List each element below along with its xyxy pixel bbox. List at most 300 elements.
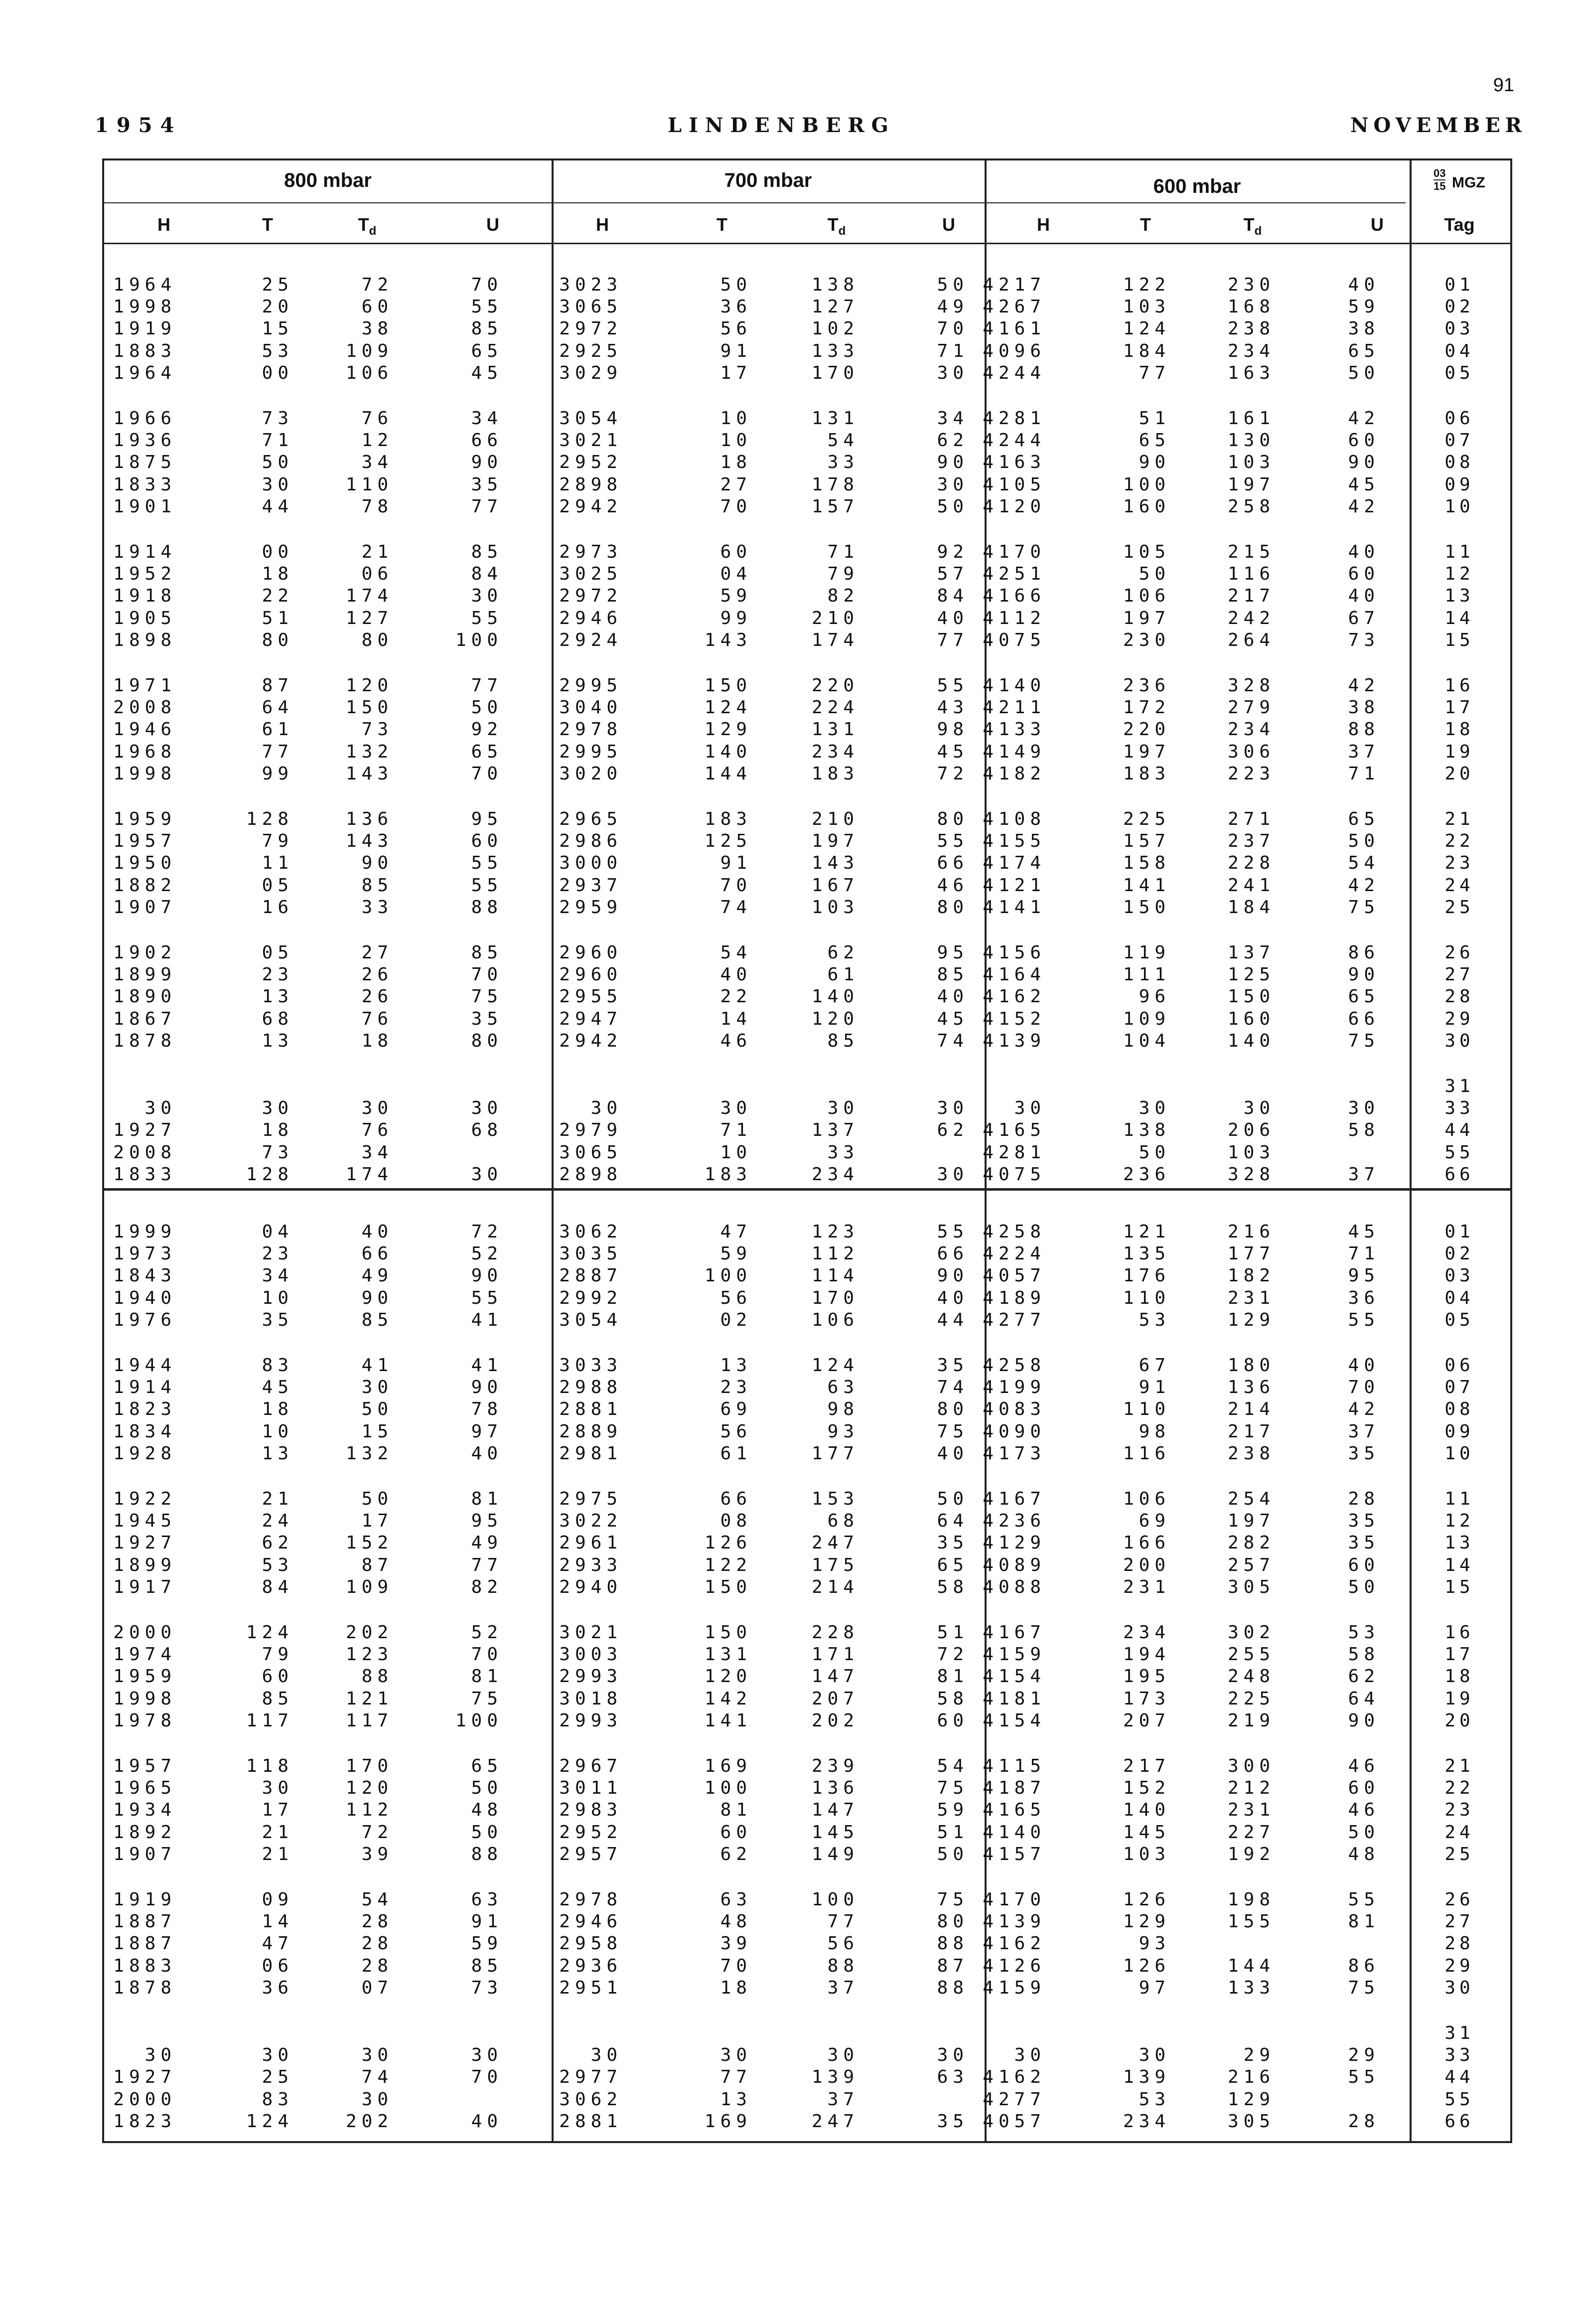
tag-cell: 06 [1444,408,1474,429]
cell-h-600: 4090 [983,1421,1046,1442]
cell-h-800: 1898 [113,629,176,650]
tag-cell: 23 [1444,853,1474,874]
cell-h-600: 4075 [983,1164,1046,1185]
cell-t-800: 80 [262,629,293,650]
cell-h-800: 1974 [113,1644,176,1665]
cell-u-800: 34 [471,408,503,429]
cell-t-600: 91 [1139,1377,1170,1398]
cell-h-800: 1998 [113,763,176,784]
cell-td-800: 202 [345,1622,393,1643]
cell-h-700: 2973 [559,542,622,562]
cell-td-700: 247 [811,2111,859,2132]
cell-u-700: 30 [937,362,969,383]
cell-td-800: 50 [361,1399,393,1420]
cell-td-800: 174 [345,1164,393,1185]
cell-td-800: 27 [361,942,393,963]
cell-u-600: 38 [1348,318,1380,339]
cell-t-700: 14 [720,1008,752,1029]
cell-h-800: 1901 [113,496,176,517]
cell-t-700: 74 [720,897,752,918]
cell-td-800: 143 [345,763,393,784]
cell-t-600: 207 [1123,1710,1170,1731]
cell-u-700: 50 [937,496,969,517]
cell-td-800: 66 [361,1243,393,1264]
cell-h-800: 2008 [113,697,176,718]
cell-u-700: 35 [937,1355,969,1376]
cell-td-800: 170 [345,1756,393,1776]
cell-td-700: 106 [811,1309,859,1330]
cell-h-800 [57,1076,176,1097]
cell-t-600: 220 [1123,719,1170,740]
cell-u-600: 35 [1348,1511,1380,1532]
cell-h-600: 4217 [983,275,1046,295]
cell-u-600: 81 [1348,1911,1380,1932]
cell-u-800: 63 [471,1889,503,1910]
cell-td-800: 85 [361,1309,393,1330]
cell-h-700: 2947 [559,1008,622,1029]
cell-td-700: 139 [811,2067,859,2088]
cell-h-600: 4162 [983,1933,1046,1954]
cell-h-700: 3021 [559,1622,622,1643]
cell-td-600: 155 [1227,1911,1275,1932]
cell-u-700: 62 [937,430,969,451]
cell-u-800: 72 [471,1222,503,1242]
cell-u-800: 85 [471,1955,503,1976]
cell-h-800: 1945 [113,1511,176,1532]
col-head-t-800: T [262,214,273,235]
cell-h-600: 4211 [983,697,1046,718]
cell-h-700: 2965 [559,809,622,829]
cell-td-700: 157 [811,496,859,517]
cell-h-800: 1966 [113,408,176,429]
cell-td-600: 133 [1227,1977,1275,1998]
cell-h-800: 1964 [113,362,176,383]
cell-td-800: 26 [361,964,393,985]
cell-td-700: 228 [811,1622,859,1643]
cell-td-600: 328 [1227,1164,1275,1185]
cell-t-800: 21 [262,1822,293,1843]
cell-h-800: 30 [144,1098,176,1119]
cell-h-600: 4281 [983,408,1046,429]
tag-cell: 15 [1444,629,1474,650]
cell-u-600: 48 [1348,1844,1380,1864]
cell-h-600 [926,2022,1046,2044]
cell-h-800: 1887 [113,1911,176,1932]
cell-u-800: 30 [471,1164,503,1185]
cell-u-800 [383,2022,503,2044]
cell-t-700: 40 [720,964,752,985]
cell-h-800: 1957 [113,831,176,852]
cell-t-800: 68 [262,1008,293,1029]
cell-h-700: 3065 [559,297,622,317]
cell-u-800: 41 [471,1355,503,1376]
cell-td-600: 258 [1227,496,1275,517]
cell-td-800: 60 [361,297,393,317]
cell-td-600: 255 [1227,1644,1275,1665]
cell-h-600: 4162 [983,2067,1046,2088]
cell-u-600 [1260,1142,1380,1164]
cell-h-800: 1927 [113,1533,176,1553]
tag-cell: 08 [1444,1399,1474,1420]
cell-td-800: 21 [361,542,393,562]
cell-td-600: 227 [1227,1822,1275,1843]
cell-u-600: 46 [1348,1800,1380,1821]
cell-u-600: 86 [1348,942,1380,963]
cell-td-800: 132 [345,1443,393,1464]
cell-t-600: 65 [1139,430,1170,451]
cell-h-600: 4115 [983,1756,1046,1776]
cell-u-800: 50 [471,697,503,718]
cell-t-600: 135 [1123,1243,1170,1264]
cell-h-600: 4159 [983,1644,1046,1665]
col-head-h-700: H [596,214,609,235]
tag-cell: 04 [1444,1287,1474,1308]
cell-u-600 [1260,2089,1380,2111]
cell-u-700: 87 [937,1955,969,1976]
col-head-h-600: H [1037,214,1050,235]
tag-cell: 26 [1444,1889,1474,1910]
cell-td-800: 120 [345,1778,393,1799]
cell-t-800: 83 [262,2089,293,2110]
cell-t-800: 87 [262,675,293,696]
cell-t-700 [632,2022,752,2044]
cell-td-800: 73 [361,719,393,740]
cell-h-700: 3035 [559,1243,622,1264]
cell-u-800: 80 [471,1030,503,1051]
cell-t-700: 66 [720,1489,752,1509]
cell-u-800: 68 [471,1120,503,1141]
cell-t-600: 50 [1139,564,1170,585]
cell-t-600: 236 [1123,1164,1170,1185]
cell-h-600: 4189 [983,1287,1046,1308]
cell-h-600: 4258 [983,1355,1046,1376]
cell-u-600: 60 [1348,1554,1380,1575]
tag-cell: 17 [1444,697,1474,718]
cell-u-700: 74 [937,1377,969,1398]
cell-u-600: 42 [1348,1399,1380,1420]
mgz-label: MGZ [1452,174,1485,191]
cell-td-800: 80 [361,629,393,650]
cell-t-700: 144 [704,763,752,784]
subscript-d: d [1254,224,1262,238]
cell-t-800: 118 [246,1756,293,1776]
cell-h-600: 4170 [983,542,1046,562]
cell-h-700: 3062 [559,2089,622,2110]
cell-td-800: 88 [361,1666,393,1687]
cell-td-800: 202 [345,2111,393,2132]
cell-u-700: 80 [937,1911,969,1932]
cell-u-800: 49 [471,1533,503,1553]
cell-td-600: 129 [1227,2089,1275,2110]
cell-t-800: 18 [262,564,293,585]
cell-t-600: 30 [1139,2045,1170,2066]
cell-u-700: 30 [937,474,969,495]
cell-u-700: 43 [937,697,969,718]
cell-t-800: 23 [262,964,293,985]
cell-t-600: 230 [1123,629,1170,650]
cell-t-800: 13 [262,1443,293,1464]
cell-td-800: 87 [361,1554,393,1575]
cell-t-600: 106 [1123,1489,1170,1509]
cell-td-600: 225 [1227,1688,1275,1709]
cell-t-800: 36 [262,1977,293,1998]
cell-t-700: 10 [720,430,752,451]
cell-t-800: 53 [262,340,293,361]
cell-h-800: 1823 [113,1399,176,1420]
cell-td-800: 136 [345,809,393,829]
sounding-table [102,158,1512,2143]
cell-h-600: 4170 [983,1889,1046,1910]
cell-u-800: 50 [471,1822,503,1843]
cell-u-800: 70 [471,763,503,784]
tag-cell: 02 [1444,1243,1474,1264]
cell-u-600: 71 [1348,1243,1380,1264]
cell-td-600: 29 [1243,2045,1275,2066]
cell-td-700: 140 [811,986,859,1007]
cell-t-700: 62 [720,1844,752,1864]
cell-u-700: 92 [937,542,969,562]
cell-u-600: 38 [1348,697,1380,718]
cell-h-700: 2958 [559,1933,622,1954]
cell-u-800: 90 [471,452,503,473]
col-head-u-800: U [486,214,499,235]
divider-600-tag [1410,160,1412,2141]
cell-td-600: 125 [1227,964,1275,985]
cell-td-700: 178 [811,474,859,495]
cell-td-600: 242 [1227,608,1275,628]
cell-t-800: 30 [262,2045,293,2066]
cell-u-700: 58 [937,1688,969,1709]
cell-td-600: 234 [1227,340,1275,361]
tag-cell: 12 [1444,1511,1474,1532]
cell-t-600: 184 [1123,340,1170,361]
cell-h-600: 4155 [983,831,1046,852]
cell-u-800: 81 [471,1489,503,1509]
tag-cell: 21 [1444,809,1474,829]
cell-td-600: 212 [1227,1778,1275,1799]
cell-td-600: 136 [1227,1377,1275,1398]
col-head-td-800: $T_d$ [358,214,377,238]
cell-h-800 [57,2022,176,2044]
cell-u-600: 90 [1348,964,1380,985]
cell-td-600: 215 [1227,542,1275,562]
group-title-800: 800 mbar [284,169,372,191]
cell-u-700: 71 [937,340,969,361]
cell-h-600: 4108 [983,809,1046,829]
cell-u-800: 95 [471,1511,503,1532]
cell-h-600: 4258 [983,1222,1046,1242]
cell-t-700: 36 [720,297,752,317]
cell-td-800: 109 [345,1576,393,1597]
cell-t-800: 06 [262,1955,293,1976]
cell-td-700: 143 [811,853,859,874]
cell-h-700: 3020 [559,763,622,784]
cell-t-800: 62 [262,1533,293,1553]
cell-u-800: 100 [455,629,503,650]
cell-u-800: 41 [471,1309,503,1330]
cell-u-800: 78 [471,1399,503,1420]
cell-u-700: 40 [937,986,969,1007]
cell-h-600: 4224 [983,1243,1046,1264]
cell-t-600: 194 [1123,1644,1170,1665]
cell-u-700: 66 [937,853,969,874]
cell-t-700: 10 [720,408,752,429]
cell-t-800: 23 [262,1243,293,1264]
cell-u-700: 70 [937,318,969,339]
cell-h-700: 3054 [559,1309,622,1330]
cell-h-700: 3054 [559,408,622,429]
cell-h-700: 2986 [559,831,622,852]
cell-t-700: 126 [704,1533,752,1553]
cell-h-800: 1971 [113,675,176,696]
cell-h-700: 2887 [559,1265,622,1286]
cell-td-600: 217 [1227,1421,1275,1442]
cell-u-800: 65 [471,741,503,762]
cell-h-700: 2952 [559,1822,622,1843]
cell-td-700: 112 [811,1243,859,1264]
cell-t-800: 13 [262,1030,293,1051]
cell-td-700: 234 [811,741,859,762]
cell-td-700: 56 [827,1933,859,1954]
cell-u-600: 55 [1348,2067,1380,2088]
cell-u-800 [383,1142,503,1164]
cell-h-600: 4057 [983,2111,1046,2132]
tag-cell: 31 [1444,1076,1474,1096]
cell-t-700: 140 [704,741,752,762]
cell-t-600: 69 [1139,1511,1170,1532]
cell-t-700: 91 [720,340,752,361]
tag-cell: 66 [1444,1164,1474,1185]
cell-u-700: 58 [937,1576,969,1597]
cell-h-800: 1878 [113,1030,176,1051]
tag-cell: 28 [1444,986,1474,1007]
cell-t-600: 105 [1123,542,1170,562]
cell-t-700: 56 [720,1287,752,1308]
cell-t-600: 160 [1123,496,1170,517]
cell-u-800: 88 [471,897,503,918]
tag-cell: 55 [1444,2089,1474,2110]
cell-td-700: 33 [827,452,859,473]
cell-u-600 [1260,2022,1380,2044]
cell-h-800: 1907 [113,1844,176,1864]
cell-h-600: 4154 [983,1710,1046,1731]
col-head-h-800: H [157,214,170,235]
cell-td-800 [274,1076,393,1097]
cell-td-700: 98 [827,1399,859,1420]
cell-u-800: 55 [471,853,503,874]
cell-t-700: 99 [720,608,752,628]
cell-h-800: 2008 [113,1142,176,1163]
cell-t-700: 23 [720,1377,752,1398]
cell-t-800: 25 [262,275,293,295]
header-year: 1954 [95,114,182,137]
cell-h-800: 1882 [113,875,176,896]
cell-t-700: 150 [704,675,752,696]
cell-t-600: 124 [1123,318,1170,339]
cell-td-800: 121 [345,1688,393,1709]
cell-h-600: 4167 [983,1489,1046,1509]
cell-td-800: 127 [345,608,393,628]
cell-h-600: 4167 [983,1622,1046,1643]
cell-h-700: 3025 [559,564,622,585]
cell-td-600: 163 [1227,362,1275,383]
cell-t-800: 18 [262,1399,293,1420]
cell-t-800: 60 [262,1666,293,1687]
cell-td-600: 198 [1227,1889,1275,1910]
cell-t-700: 13 [720,1355,752,1376]
tag-cell: 13 [1444,586,1474,607]
cell-u-600: 46 [1348,1756,1380,1776]
cell-t-700: 30 [720,1098,752,1119]
cell-h-600: 4139 [983,1911,1046,1932]
cell-h-800: 1892 [113,1822,176,1843]
cell-u-800: 97 [471,1421,503,1442]
cell-t-800: 30 [262,1098,293,1119]
cell-t-800: 83 [262,1355,293,1376]
cell-h-800: 1867 [113,1008,176,1029]
cell-td-800: 90 [361,1287,393,1308]
cell-t-600: 234 [1123,2111,1170,2132]
cell-t-700: 120 [704,1666,752,1687]
cell-t-600: 152 [1123,1778,1170,1799]
tag-cell: 33 [1444,1098,1474,1119]
cell-h-700: 2881 [559,1399,622,1420]
cell-t-800: 117 [246,1710,293,1731]
tag-cell: 12 [1444,564,1474,585]
cell-h-700: 2881 [559,2111,622,2132]
cell-t-800: 13 [262,986,293,1007]
cell-h-600: 4159 [983,1977,1046,1998]
cell-h-600: 4083 [983,1399,1046,1420]
cell-td-800: 15 [361,1421,393,1442]
cell-h-600: 4187 [983,1778,1046,1799]
cell-t-600: 121 [1123,1222,1170,1242]
cell-td-700: 167 [811,875,859,896]
cell-t-600: 103 [1123,1844,1170,1864]
cell-u-700: 40 [937,608,969,628]
cell-t-600: 150 [1123,897,1170,918]
cell-t-700: 08 [720,1511,752,1532]
cell-u-800: 40 [471,1443,503,1464]
cell-t-600: 100 [1123,474,1170,495]
cell-u-800: 50 [471,1778,503,1799]
cell-t-600: 67 [1139,1355,1170,1376]
cell-td-600: 103 [1227,1142,1275,1163]
cell-t-700: 70 [720,875,752,896]
cell-td-800: 41 [361,1355,393,1376]
cell-h-600: 4165 [983,1800,1046,1821]
cell-t-600: 172 [1123,697,1170,718]
tag-cell: 10 [1444,1443,1474,1464]
cell-u-700: 66 [937,1243,969,1264]
cell-h-800: 1927 [113,1120,176,1141]
cell-h-700: 2925 [559,340,622,361]
cell-h-800: 1964 [113,275,176,295]
cell-u-700: 72 [937,763,969,784]
cell-u-600: 30 [1348,1098,1380,1119]
cell-t-800: 22 [262,586,293,607]
cell-t-800: 00 [262,362,293,383]
cell-td-600: 130 [1227,430,1275,451]
tag-cell: 05 [1444,362,1474,383]
cell-h-800: 1999 [113,1222,176,1242]
cell-h-800: 30 [144,2045,176,2066]
cell-h-600: 4173 [983,1443,1046,1464]
cell-td-700: 93 [827,1421,859,1442]
cell-td-700: 63 [827,1377,859,1398]
cell-h-700: 2933 [559,1554,622,1575]
cell-u-800: 77 [471,675,503,696]
